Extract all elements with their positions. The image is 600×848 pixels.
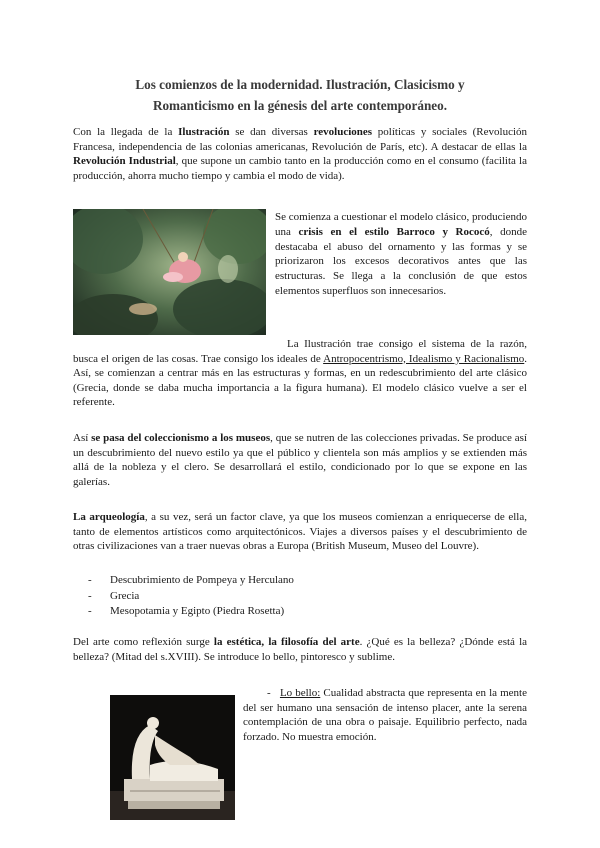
intro-paragraph: Con la llegada de la Ilustración se dan diversas revoluciones políticas y sociales (Revolución Francesa, independencia de las colonias americanas, Revolución de París, etc). A destacar de ellas la Revolución Industrial, que supone un cambio tanto en la producción como en el consumo (facilita la producción, ahorra mucho tiempo y cambia el modo de vida).: [73, 126, 528, 182]
crisis-paragraph: Se comienza a cuestionar el modelo clásico, produciendo una crisis en el estilo Barroco y Rococó, donde destacaba el abuso del ornamento y las formas y se priorizaron los excesos decorativos antes que las estructuras. Se llega a la conclusión de que estos elementos superfluos son innecesarios.: [275, 211, 527, 297]
museos-paragraph: Así se pasa del coleccionismo a los museos, que se nutren de las colecciones privadas. Se produce así un descubrimiento del nuevo estilo ya que el público y clientela son más amplios y se extienden más allá de la nobleza y el clero. Se desarrollará el estilo, condicionado por lo que se expone en las galerías.: [73, 432, 527, 488]
discoveries-list: [88, 573, 388, 620]
term-estetica: la estética, la filosofía del arte: [213, 636, 360, 648]
term-crisis-barroco-rococo: crisis en el estilo Barroco y Rococó: [298, 225, 490, 238]
arqueologia-paragraph: La arqueología, a su vez, será un factor clave, ya que los museos comienzan a enriquecerse de ella, tanto de elementos artísticos como arquitectónicos. Viajes a diversos países y el descubrimiento de otras civilizaciones van a traer nuevas obras a Europa (British Museum, Museo del Louvre).: [73, 511, 527, 553]
term-arqueologia: La arqueología: [73, 511, 145, 523]
list-item: - Grecia: [88, 589, 140, 602]
ideales-link-text: Antropocentrismo, Idealismo y Racionalismo: [323, 352, 525, 365]
title-line-2: Romanticismo en la génesis del arte contemporáneo.: [152, 98, 448, 113]
rococo-swing-painting: [73, 209, 266, 335]
bello-definition: - Lo bello: Cualidad abstracta que representa en la mente del ser humano una sensación de intenso placer, ante la serena contemplación de una obra o paisaje. Equilibrio perfecto, nada forzado. No muestra emoción.: [243, 687, 527, 743]
list-item: - Mesopotamia y Egipto (Piedra Rosetta): [88, 605, 285, 618]
page-title: [70, 74, 530, 116]
term-revolucion-industrial: Revolución Industrial: [73, 155, 176, 168]
term-revoluciones: revoluciones: [313, 126, 373, 138]
term-coleccionismo-museos: se pasa del coleccionismo a los museos: [91, 432, 271, 444]
razon-paragraph: La Ilustración trae consigo el sistema de la razón, busca el origen de las cosas. Trae consigo los ideales de Antropocentrismo, Idealismo y Racionalismo. Así, se comienzan a centrar más en las estructuras y formas, en un redescubrimiento del arte clásico (Grecia, donde se daba mucha importancia a la figura humana). El modelo clásico vuelve a ser el referente.: [73, 338, 528, 409]
title-line-1: Los comienzos de la modernidad. Ilustración, Clasicismo y: [135, 77, 465, 92]
term-ilustracion: Ilustración: [178, 126, 230, 138]
list-item: - Descubrimiento de Pompeya y Herculano: [88, 574, 294, 586]
estetica-paragraph: Del arte como reflexión surge la estética, la filosofía del arte. ¿Qué es la belleza? ¿Dónde está la belleza? (Mitad del s.XVIII). Se introduce lo bello, pintoresco y sublime.: [73, 636, 528, 663]
term-lo-bello: Lo bello:: [279, 687, 321, 699]
canova-paolina-sculpture: [110, 695, 235, 820]
